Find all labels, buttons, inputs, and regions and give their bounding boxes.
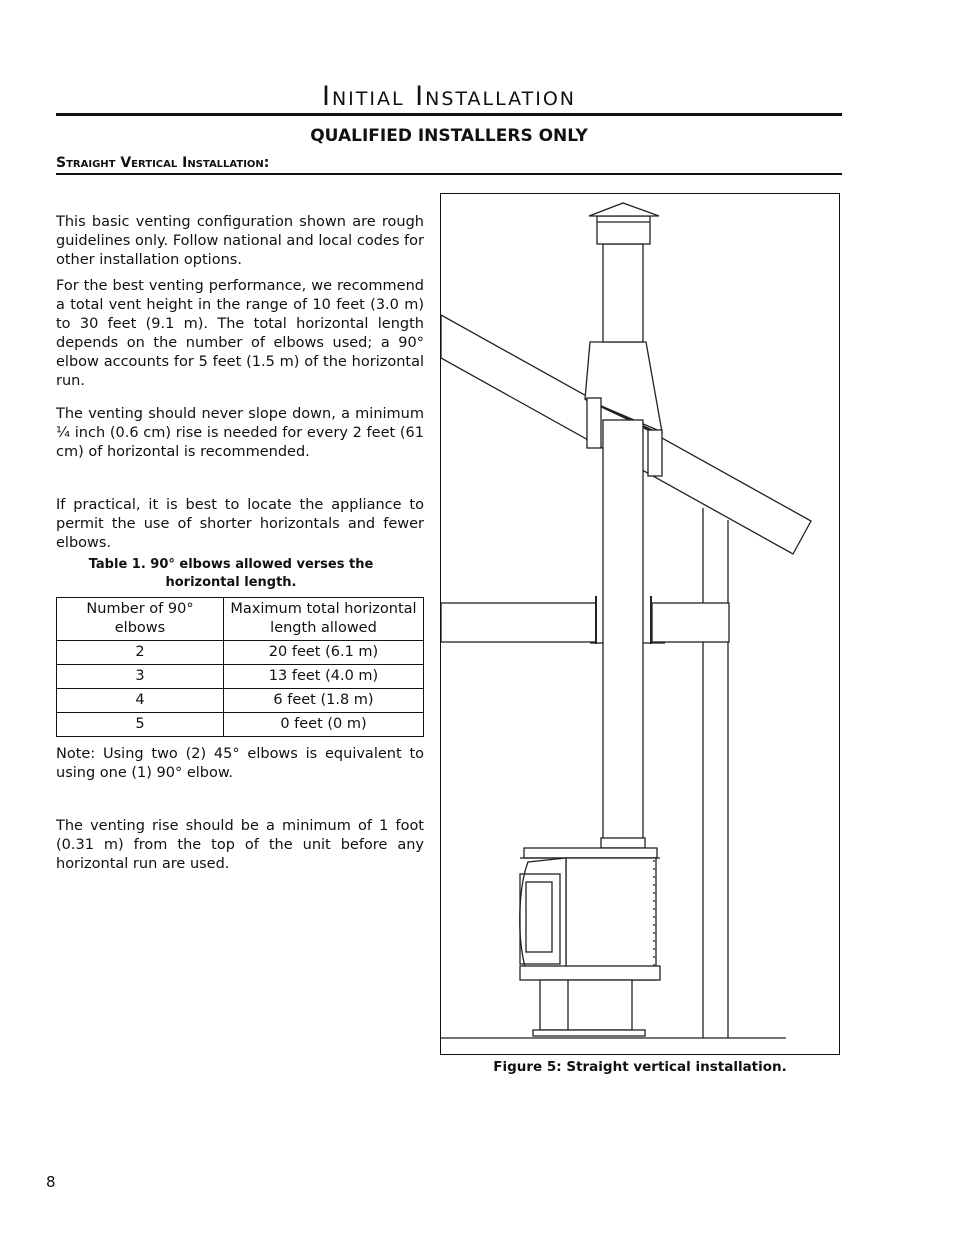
table-cell-length: 13 feet (4.0 m) [224,665,424,689]
elbows-table [56,597,424,737]
stove-pedestal [540,980,632,1030]
table-cell-elbows: 4 [57,689,224,713]
table-row [57,713,424,737]
table-cell-elbows: 3 [57,665,224,689]
page-number: 8 [46,1173,56,1191]
roof-support-left [587,398,601,448]
table-header-length: Maximum total horizontal length allowed [224,598,424,641]
table-caption-line-1: Table 1. 90° elbows allowed verses the [88,557,374,572]
table-row [57,665,424,689]
stove-top [524,848,657,858]
chimney-cap-base [597,216,650,244]
table-row [57,641,424,665]
paragraph-guidelines: This basic venting configuration shown are rough guidelines only. Follow national and local codes for other installation options. [56,214,424,268]
paragraph-vent-height: For the best venting performance, we recommend a total vent height in the range of 10 feet (3.0 m) to 30 feet (9.1 m). The total horizontal length depends on the number of elbows used; a 90° elbow accounts for 5 feet (1.5 m) of the horizontal run. [56,278,424,389]
table-cell-elbows: 5 [57,713,224,737]
title-divider [56,113,842,116]
section-divider [56,173,842,175]
figure-caption: Figure 5: Straight vertical installation. [493,1059,787,1075]
ceiling-joist-right [652,603,729,642]
table-caption-line-2: horizontal length. [165,575,297,590]
section-heading: Straight Vertical Installation: [56,155,270,171]
paragraph-location: If practical, it is best to locate the appliance to permit the use of shorter horizontals and fewer elbows. [56,497,424,551]
table-cell-length: 6 feet (1.8 m) [224,689,424,713]
stove-plinth [533,1030,645,1036]
table-header-row [57,598,424,641]
stove-body [566,858,656,980]
stove-window [526,882,552,952]
vent-pipe [603,420,643,842]
figure-frame [440,193,840,1055]
table-caption [56,556,406,592]
ceiling-joist-left [441,603,596,642]
page-title: Initial Installation [321,81,577,112]
paragraph-rise: The venting rise should be a minimum of 1 foot (0.31 m) from the top of the unit before any horizontal run are used. [56,818,424,872]
vent-installation-illustration [441,194,839,1054]
page-subtitle: QUALIFIED INSTALLERS ONLY [310,126,588,146]
table-header-elbows: Number of 90° elbows [57,598,224,641]
table-cell-length: 0 feet (0 m) [224,713,424,737]
chimney-cap [589,203,659,216]
table-cell-elbows: 2 [57,641,224,665]
table-row [57,689,424,713]
roof-support-right [648,430,662,476]
paragraph-slope: The venting should never slope down, a minimum ¼ inch (0.6 cm) rise is needed for every 2 feet (61 cm) of horizontal is recommended. [56,406,424,460]
stove-ledge [520,966,660,980]
chimney-pipe-upper [603,244,643,342]
table-cell-length: 20 feet (6.1 m) [224,641,424,665]
paragraph-note: Note: Using two (2) 45° elbows is equivalent to using one (1) 90° elbow. [56,746,424,781]
pipe-collar [601,838,645,848]
